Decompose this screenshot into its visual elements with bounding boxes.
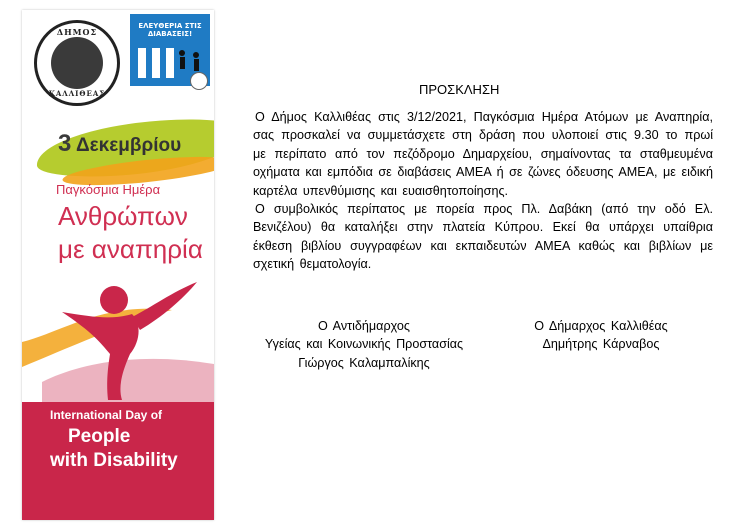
seal-text-top: ΔΗΜΟΣ bbox=[56, 27, 98, 37]
signature-right-line1: Ο Δήμαρχος Καλλιθέας bbox=[534, 319, 668, 333]
seal-emblem bbox=[51, 37, 103, 89]
poster-date bbox=[58, 130, 181, 158]
seal-text-bottom: ΚΑΛΛΙΘΕΑΣ bbox=[48, 89, 106, 98]
crosswalk-stripe bbox=[166, 48, 174, 78]
poster-english-line1: International Day of bbox=[50, 408, 163, 422]
poster-english-line2: People bbox=[68, 426, 131, 447]
poster-greek-line2: Ανθρώπων bbox=[58, 201, 188, 231]
crosswalk-stripe bbox=[152, 48, 160, 78]
signature-left-line1: Ο Αντιδήμαρχος bbox=[318, 319, 410, 333]
campaign-text: ΕΛΕΥΘΕΡΙΑ ΣΤΙΣ ΔΙΑΒΑΣΕΙΣ! bbox=[138, 22, 202, 38]
municipality-badge-icon bbox=[190, 72, 208, 90]
invitation-paragraph-1: Ο Δήμος Καλλιθέας στις 3/12/2021, Παγκόσμια Ημέρα Ατόμων με Αναπηρία, σας προσκαλεί να συμμετάσχετε στη δράση που υλοποιεί στις 9.30 το πρωί με περίπατο από τον πεζόδρομο Δημαρχείου, σημαίνοντας τα σταθμευμένα οχήματα και εμπόδια σε διαβάσεις ΑΜΕΑ ή σε ζώνες όδευσης ΑΜΕΑ, με ειδική καρτέλα υπενθύμισης και ευαισθητοποίησης. bbox=[253, 110, 713, 198]
poster-date-month: Δεκεμβρίου bbox=[75, 135, 182, 156]
poster-greek-line3: με αναπηρία bbox=[58, 234, 203, 264]
poster-english-line3: with Disability bbox=[50, 450, 178, 471]
municipality-seal-icon bbox=[34, 20, 120, 106]
invitation-title: ΠΡΟΣΚΛΗΣΗ bbox=[419, 82, 500, 97]
signature-deputy-mayor bbox=[254, 317, 474, 372]
signature-left-line2: Υγείας και Κοινωνικής Προστασίας bbox=[264, 337, 464, 352]
crosswalk-stripe bbox=[138, 48, 146, 78]
person-figure-icon bbox=[22, 272, 214, 402]
poster-header bbox=[22, 10, 214, 120]
signature-mayor bbox=[516, 317, 686, 354]
poster-greek-line1: Παγκόσμια Ημέρα bbox=[56, 182, 161, 197]
signature-right-line2: Δημήτρης Κάρναβος bbox=[542, 337, 660, 352]
invitation-paragraph-2: Ο συμβολικός περίπατος με πορεία προς Πλ. Δαβάκη (από την οδό Ελ. Βενιζέλου) θα καταλήξει στην πλατεία Κύπρου. Εκεί θα υπάρχει υπαίθρια έκθεση βιβλίου συγγραφέων και εκπαιδευτών ΑΜΕΑ καθώς και βιβλίων με σχετική θεματολογία. bbox=[253, 202, 713, 272]
poster-banner bbox=[22, 10, 214, 520]
invitation-body bbox=[253, 108, 713, 274]
poster-date-number: 3 bbox=[58, 130, 72, 157]
signature-left-line3: Γιώργος Καλαμπαλίκης bbox=[298, 355, 430, 370]
